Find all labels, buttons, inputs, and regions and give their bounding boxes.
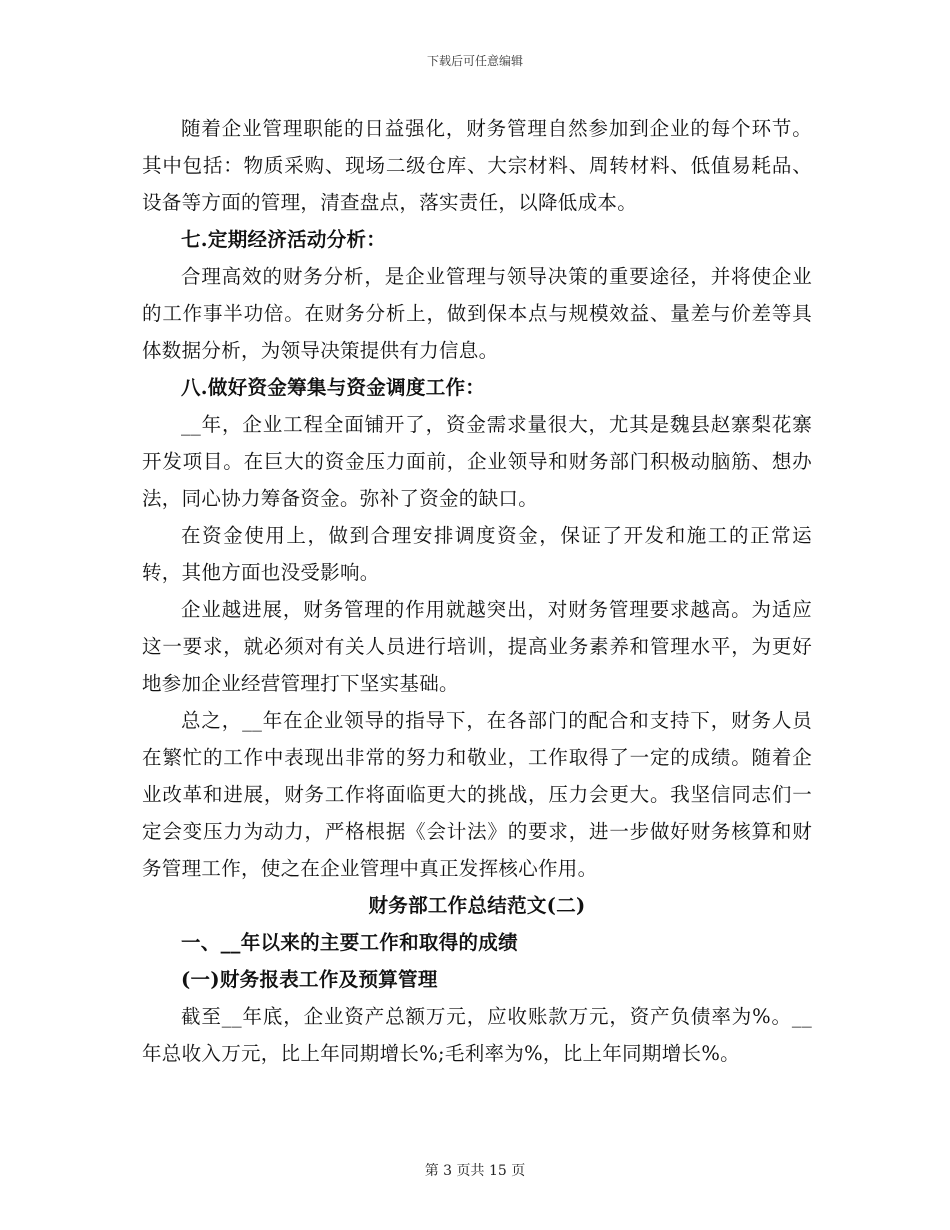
- article-title: 财务部工作总结范文(二): [368, 894, 586, 917]
- paragraph: __年，企业工程全面铺开了，资金需求量很大，尤其是魏县赵寨梨花寨开发项目。在巨大的资金压力面前，企业领导和财务部门积极动脑筋、想办法，同心协力筹备资金。弥补了资金的缺口。: [142, 413, 812, 510]
- page-footer: 第 3 页共 15 页: [424, 1163, 526, 1179]
- paragraph: 企业越进展，财务管理的作用就越突出，对财务管理要求越高。为适应这一要求，就必须对有关人员进行培训，提高业务素养和管理水平，为更好地参加企业经营管理打下坚实基础。: [142, 598, 812, 695]
- paragraph: 截至__年底，企业资产总额万元，应收账款万元，资产负债率为%。__年总收入万元，比上年同期增长%;毛利率为%，比上年同期增长%。: [142, 1005, 812, 1065]
- paragraph: 随着企业管理职能的日益强化，财务管理自然参加到企业的每个环节。其中包括：物质采购、现场二级仓库、大宗材料、周转材料、低值易耗品、设备等方面的管理，清查盘点，落实责任，以降低成本。: [142, 117, 812, 214]
- document-body: [142, 110, 812, 1072]
- section-heading: 八.做好资金筹集与资金调度工作：: [181, 376, 486, 399]
- paragraph: 总之，__年在企业领导的指导下，在各部门的配合和支持下，财务人员在繁忙的工作中表现出非常的努力和敬业，工作取得了一定的成绩。随着企业改革和进展，财务工作将面临更大的挑战，压力会更大。我坚信同志们一定会变压力为动力，严格根据《会计法》的要求，进一步做好财务核算和财务管理工作，使之在企业管理中真正发挥核心作用。: [142, 709, 812, 880]
- section-heading: 一、__年以来的主要工作和取得的成绩: [181, 931, 518, 954]
- page-header: 下载后可任意编辑: [426, 54, 523, 68]
- paragraph: 合理高效的财务分析，是企业管理与领导决策的重要途径，并将使企业的工作事半功倍。在财务分析上，做到保本点与规模效益、量差与价差等具体数据分析，为领导决策提供有力信息。: [142, 265, 812, 362]
- section-heading: 七.定期经济活动分析：: [181, 228, 387, 251]
- subsection-heading: (一)财务报表工作及预算管理: [181, 968, 438, 991]
- paragraph: 在资金使用上，做到合理安排调度资金，保证了开发和施工的正常运转，其他方面也没受影响。: [142, 524, 812, 584]
